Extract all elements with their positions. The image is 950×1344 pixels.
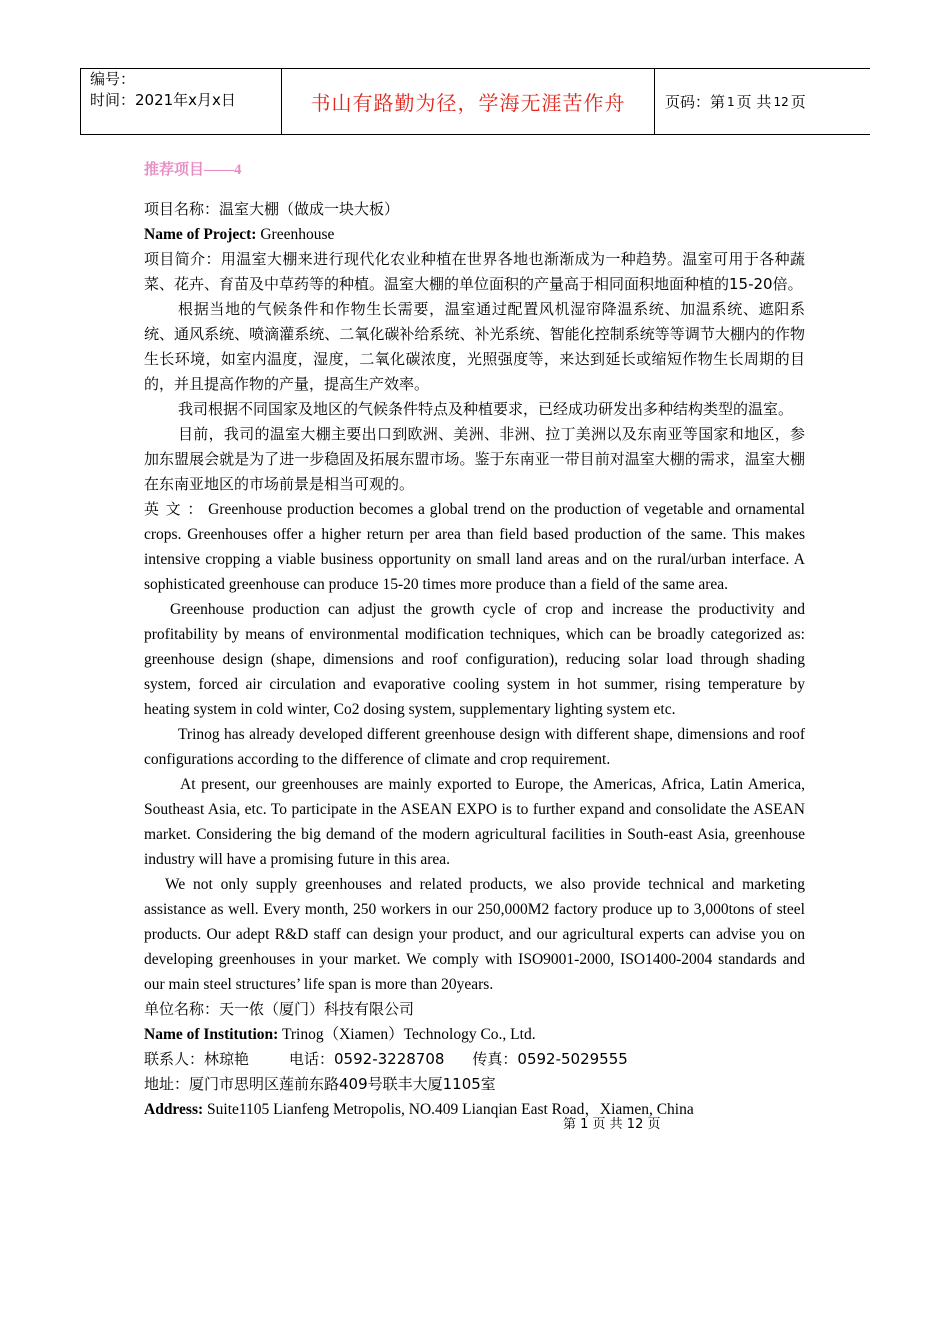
intro-zh-paragraph-4: 目前，我司的温室大棚主要出口到欧洲、美洲、非洲、拉丁美洲以及东南亚等国家和地区，参加东盟展会就是为了进一步稳固及拓展东盟市场。鉴于东南亚一带目前对温室大棚的需求，温室大棚在东南亚地区的市场前景是相当可观的。 xyxy=(144,425,805,493)
contact-person: 联系人：林琼艳 xyxy=(144,1050,250,1068)
intro-en-paragraph-1 xyxy=(144,497,805,597)
header-meta-cell xyxy=(81,69,282,134)
contact-line xyxy=(144,1047,805,1072)
project-name-en-label: Name of Project: xyxy=(144,226,257,243)
footer-page-number: 第 1 页 共 12 页 xyxy=(563,1117,661,1132)
contact-fax: 传真：0592-5029555 xyxy=(472,1050,628,1068)
document-body xyxy=(144,155,805,1122)
page-number: 1 xyxy=(727,94,735,109)
institution-en-value: Trinog（Xiamen）Technology Co., Ltd. xyxy=(278,1026,536,1043)
page-prefix: 页码：第 xyxy=(665,93,726,111)
project-name-en xyxy=(144,222,805,247)
intro-en-paragraph-3: Trinog has already developed different greenhouse design with different shape, dimensions and roof configurations according to the difference of climate and crop requirement. xyxy=(144,726,805,768)
english-label: 英 文 ： xyxy=(144,500,204,518)
motto-text: 书山有路勤为径，学海无涯苦作舟 xyxy=(310,91,626,115)
page-header xyxy=(80,68,870,135)
institution-name-zh: 单位名称：天一侬（厦门）科技有限公司 xyxy=(144,1000,415,1018)
intro-zh-paragraph-1: 项目简介：用温室大棚来进行现代化农业种植在世界各地也渐渐成为一种趋势。温室可用于各种蔬菜、花卉、育苗及中草药等的种植。温室大棚的单位面积的产量高于相同面积地面种植的15-20倍。 xyxy=(144,250,805,293)
page-total: 12 xyxy=(773,94,789,109)
page-suffix: 页 xyxy=(790,93,806,111)
section-title: 推荐项目——4 xyxy=(144,162,242,178)
institution-name-en xyxy=(144,1022,805,1047)
intro-zh-paragraph-3: 我司根据不同国家及地区的气候条件特点及种植要求，已经成功研发出多种结构类型的温室。 xyxy=(178,400,794,418)
intro-zh-paragraph-2: 根据当地的气候条件和作物生长需要，温室通过配置风机湿帘降温系统、加温系统、遮阳系统、通风系统、喷滴灌系统、二氧化碳补给系统、补光系统、智能化控制系统等等调节大棚内的作物生长环境，如室内温度，湿度，二氧化碳浓度，光照强度等，来达到延长或缩短作物生长周期的目的，并且提高作物的产量，提高生产效率。 xyxy=(144,300,805,393)
intro-en-paragraph-5: We not only supply greenhouses and related products, we also provide technical and marketing assistance as well. Every month, 250 workers in our 250,000M2 factory produce up to 3,000tons of steel products. Our adept R&D staff can design your product, and our agricultural experts can advise you on developing greenhouses in your market. We comply with ISO9001-2000, ISO1400-2004 standards and our main steel structures’ life span is more than 20years. xyxy=(144,876,805,993)
number-label: 编号： xyxy=(90,70,136,88)
intro-en-paragraph-4: At present, our greenhouses are mainly exported to Europe, the Americas, Africa, Latin America, Southeast Asia, etc. To participate in the ASEAN EXPO is to further expand and consolidate the ASEAN market. Considering the big demand of the modern agricultural facilities in South-east Asia, greenhouse industry will have a promising future in this area. xyxy=(144,776,805,868)
header-page-cell xyxy=(655,69,871,134)
date-label: 时间：2021年x月x日 xyxy=(90,91,236,109)
address-en xyxy=(144,1097,805,1122)
page-mid: 页 共 xyxy=(736,93,772,111)
institution-en-label: Name of Institution: xyxy=(144,1026,279,1043)
contact-phone: 电话：0592-3228708 xyxy=(289,1050,445,1068)
address-en-label: Address: xyxy=(144,1101,204,1118)
address-en-value: Suite1105 Lianfeng Metropolis, NO.409 Lianqian East Road，Xiamen, China xyxy=(203,1101,694,1118)
header-motto-cell xyxy=(282,69,655,134)
project-name-zh: 项目名称：温室大棚（做成一块大板） xyxy=(144,200,400,218)
project-name-en-value: Greenhouse xyxy=(256,226,335,243)
intro-en-paragraph-2: Greenhouse production can adjust the growth cycle of crop and increase the productivity and profitability by means of environmental modification techniques, which can be broadly categorized as: greenhouse design (shape, dimensions and roof configuration), reducing solar load through shading system, forced air circulation and evaporative cooling system in hot summer, rising temperature by heating system in cold winter, Co2 dosing system, supplementary lighting system etc. xyxy=(144,601,805,718)
intro-en-paragraph-1-text: Greenhouse production becomes a global trend on the production of vegetable and ornamental crops. Greenhouses offer a higher return per area than field based production of the same. This makes intensive cropping a viable business opportunity on small land areas and on the rural/urban interface. A sophisticated greenhouse can produce 15-20 times more produce than a field of the same area. xyxy=(144,501,805,593)
address-zh: 地址：厦门市思明区莲前东路409号联丰大厦1105室 xyxy=(144,1075,496,1093)
